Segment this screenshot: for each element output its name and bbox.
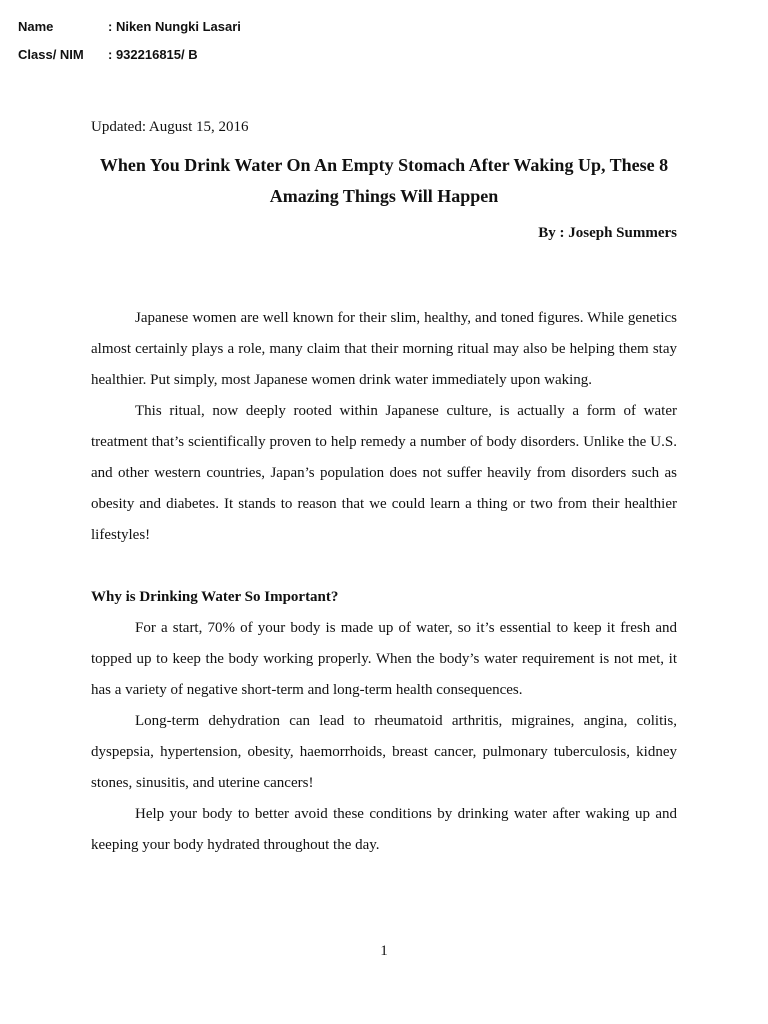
article-body <box>91 303 677 861</box>
paragraph: For a start, 70% of your body is made up of water, so it’s essential to keep it fresh and topped up to keep the body working properly. When the body’s water requirement is not met, it has a variety of negative short-term and long-term health consequences. <box>91 620 677 698</box>
name-row <box>18 12 241 40</box>
student-info <box>18 12 241 68</box>
paragraph: Long-term dehydration can lead to rheumatoid arthritis, migraines, angina, colitis, dyspepsia, hypertension, obesity, haemorrhoids, breast cancer, pulmonary tuberculosis, kidney stones, sinusitis, and uterine cancers! <box>91 713 677 791</box>
name-value: : Niken Nungki Lasari <box>108 18 241 34</box>
paragraph: Help your body to better avoid these conditions by drinking water after waking up and keeping your body hydrated throughout the day. <box>91 806 677 853</box>
class-row <box>18 40 241 68</box>
class-value: : 932216815/ B <box>108 46 198 62</box>
page-number: 1 <box>380 943 388 959</box>
class-label: Class/ NIM <box>18 46 84 62</box>
paragraph: Japanese women are well known for their slim, healthy, and toned figures. While genetics almost certainly plays a role, many claim that their morning ritual may also be helping them stay healthier. Put simply, most Japanese women drink water immediately upon waking. <box>91 310 677 388</box>
paragraph: This ritual, now deeply rooted within Japanese culture, is actually a form of water treatment that’s scientifically proven to help remedy a number of body disorders. Unlike the U.S. and other western countries, Japan’s population does not suffer heavily from disorders such as obesity and diabetes. It stands to reason that we could learn a thing or two from their healthier lifestyles! <box>91 403 677 543</box>
article-byline: By : Joseph Summers <box>538 225 677 241</box>
name-label: Name <box>18 18 54 34</box>
section-heading: Why is Drinking Water So Important? <box>91 589 339 605</box>
article-title: When You Drink Water On An Empty Stomach After Waking Up, These 8 Amazing Things Will Happen <box>99 155 669 206</box>
updated-date: Updated: August 15, 2016 <box>91 119 249 135</box>
